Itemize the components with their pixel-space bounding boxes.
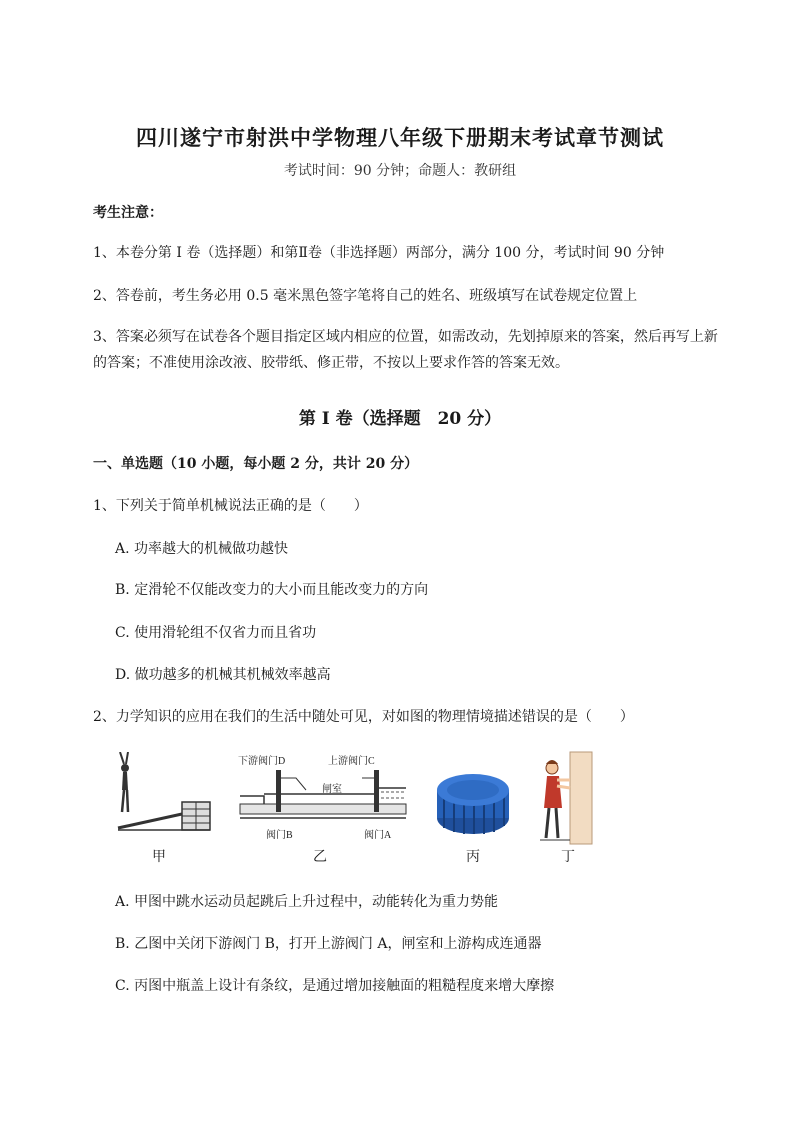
page-title: 四川遂宁市射洪中学物理八年级下册期末考试章节测试 <box>136 125 664 150</box>
option-c: C. 丙图中瓶盖上设计有条纹，是通过增加接触面的粗糙程度来增大摩擦 <box>115 978 555 994</box>
notice-item: 3、答案必须写在试卷各个题目指定区域内相应的位置，如需改动，先划掉原来的答案，然后再写上新 <box>93 329 718 345</box>
lock-label: 下游阀门D <box>238 756 286 767</box>
option-d: D. 做功越多的机械其机械效率越高 <box>115 667 331 683</box>
part-heading: 一、单选题（10 小题，每小题 2 分，共计 20 分） <box>93 456 419 472</box>
figure-caption: 丙 <box>466 849 480 865</box>
notice-item: 2、答卷前，考生务必用 0.5 毫米黑色签字笔将自己的姓名、班级填写在试卷规定位置上 <box>93 288 638 304</box>
pushing-wall-figure <box>538 750 594 846</box>
figure-caption: 丁 <box>561 849 575 865</box>
lock-label: 闸室 <box>322 784 342 795</box>
notice-item: 1、本卷分第 I 卷（选择题）和第Ⅱ卷（非选择题）两部分，满分 100 分，考试时间 90 分钟 <box>93 245 665 261</box>
figure-caption: 甲 <box>152 849 166 865</box>
figure-caption: 乙 <box>313 849 327 865</box>
question-stem: 1、下列关于简单机械说法正确的是（ ） <box>93 498 368 514</box>
diver-figure <box>110 752 220 836</box>
option-b: B. 乙图中关闭下游阀门 B，打开上游阀门 A，闸室和上游构成连通器 <box>115 936 542 952</box>
lock-label: 阀门B <box>266 830 293 841</box>
exam-info: 考试时间：90 分钟；命题人：教研组 <box>283 163 517 179</box>
ship-lock-figure <box>236 752 408 844</box>
section-title: 第 I 卷（选择题 20 分） <box>298 409 502 429</box>
lock-label: 上游阀门C <box>328 756 375 767</box>
notice-item: 的答案；不准使用涂改液、胶带纸、修正带，不按以上要求作答的答案无效。 <box>93 355 569 371</box>
option-b: B. 定滑轮不仅能改变力的大小而且能改变力的方向 <box>115 582 429 598</box>
question-stem: 2、力学知识的应用在我们的生活中随处可见，对如图的物理情境描述错误的是（ ） <box>93 709 634 725</box>
option-c: C. 使用滑轮组不仅省力而且省功 <box>115 625 317 641</box>
option-a: A. 功率越大的机械做功越快 <box>115 541 289 557</box>
option-a: A. 甲图中跳水运动员起跳后上升过程中，动能转化为重力势能 <box>115 894 499 910</box>
lock-label: 阀门A <box>364 830 392 841</box>
notice-heading: 考生注意： <box>93 205 163 221</box>
bottle-cap-figure <box>432 768 514 840</box>
